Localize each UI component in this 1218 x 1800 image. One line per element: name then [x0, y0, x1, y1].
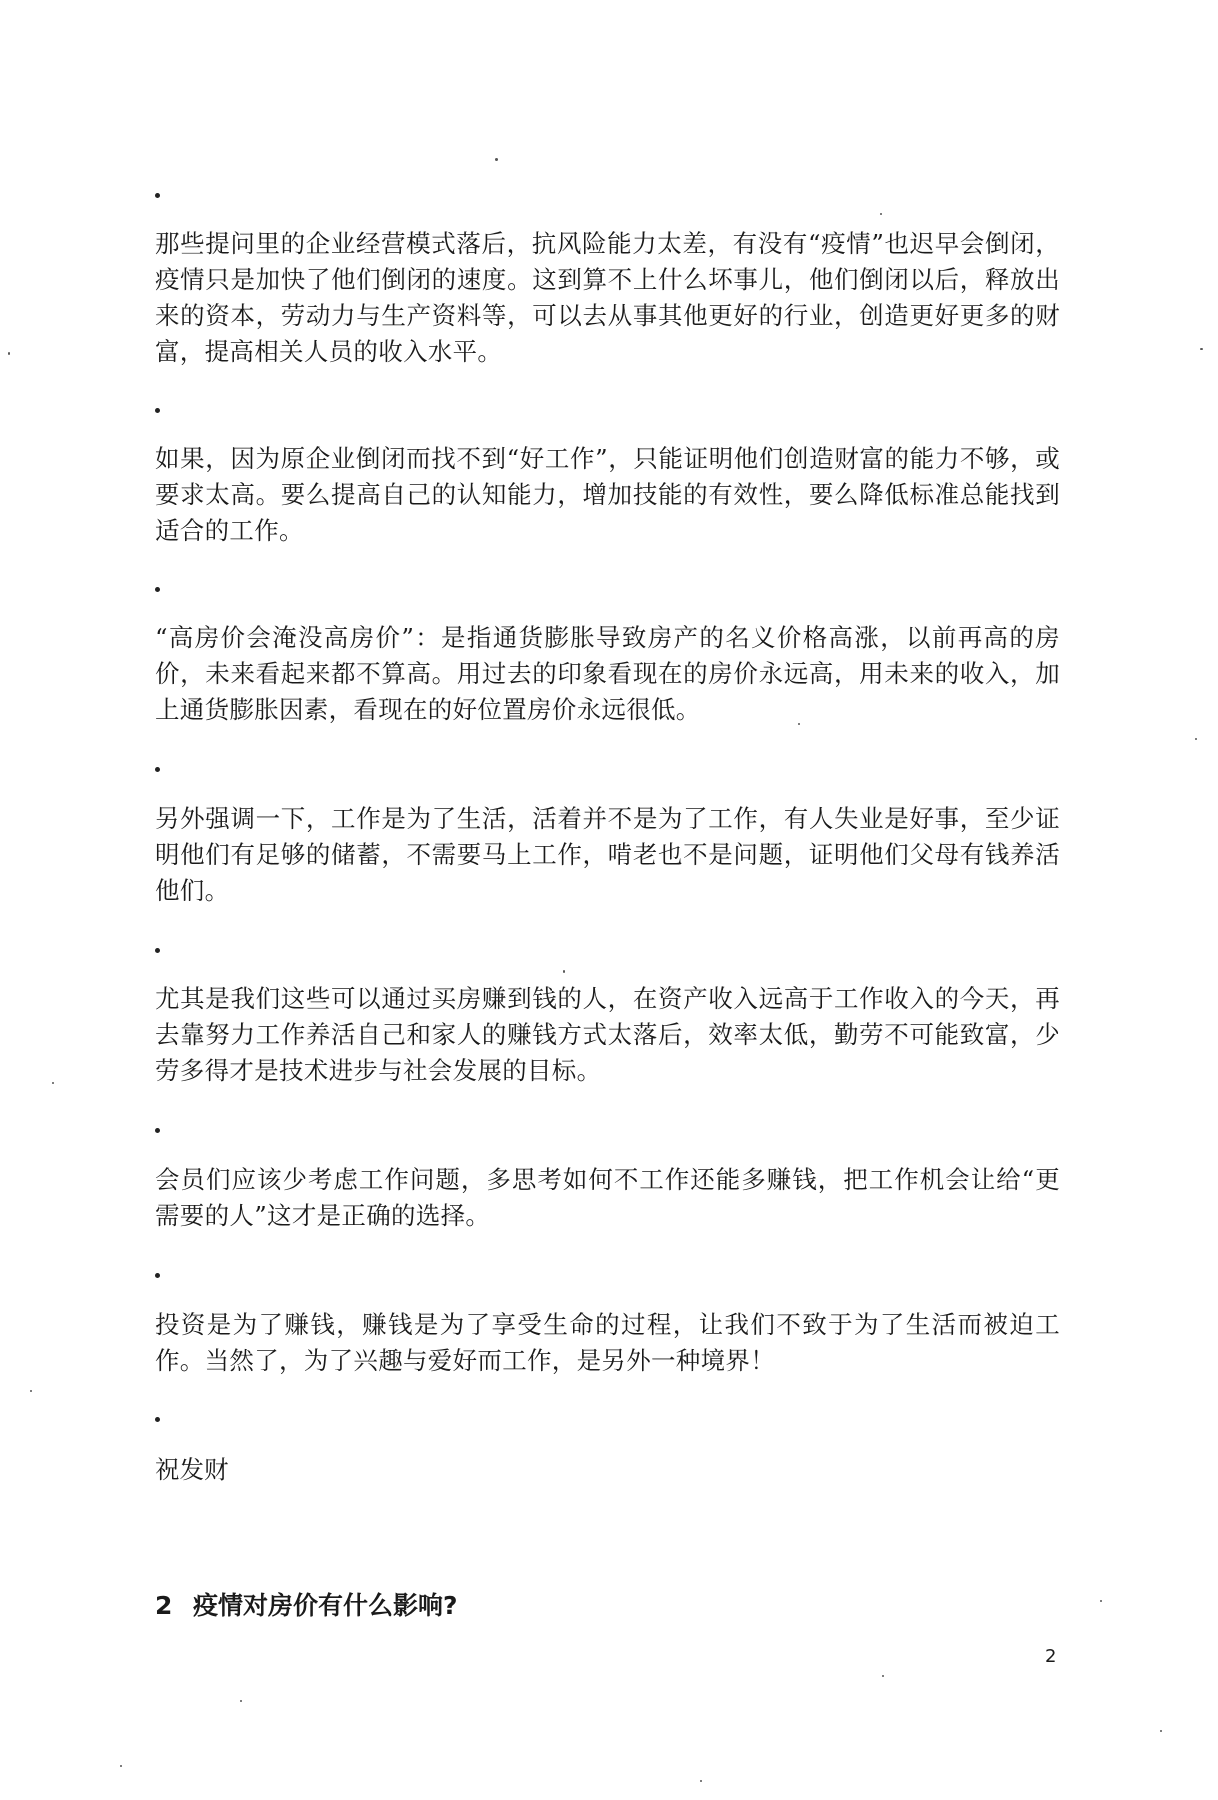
bullet-dot [155, 767, 160, 772]
scan-speck [1100, 1600, 1102, 1602]
paragraph-7: 投资是为了赚钱，赚钱是为了享受生命的过程，让我们不致于为了生活而被迫工作。当然了，为了兴趣与爱好而工作，是另外一种境界！ [155, 1310, 1060, 1375]
paragraph-5: 尤其是我们这些可以通过买房赚到钱的人，在资产收入远高于工作收入的今天，再去靠努力工作养活自己和家人的赚钱方式太落后，效率太低，勤劳不可能致富，少劳多得才是技术进步与社会发展的目标。 [155, 984, 1060, 1085]
scan-speck [1195, 738, 1197, 740]
bullet-dot [155, 948, 160, 953]
signature: 祝发财 [155, 1455, 229, 1484]
scan-speck [563, 970, 565, 973]
scan-speck [495, 158, 498, 161]
scan-speck [30, 1390, 32, 1392]
scan-speck [120, 1765, 122, 1767]
scan-speck [240, 1700, 242, 1702]
bullet-dot [155, 1273, 160, 1278]
page-number: 2 [1045, 1646, 1057, 1667]
scan-speck [52, 1082, 54, 1084]
section-number: 2 [155, 1591, 173, 1620]
scan-speck [8, 352, 10, 355]
bullet-dot [155, 408, 160, 413]
section-heading [155, 1588, 458, 1624]
paragraph-1: 那些提问里的企业经营模式落后，抗风险能力太差，有没有“疫情”也迟早会倒闭，疫情只是加快了他们倒闭的速度。这到算不上什么坏事儿，他们倒闭以后，释放出来的资本，劳动力与生产资料等，可以去从事其他更好的行业，创造更好更多的财富，提高相关人员的收入水平。 [155, 229, 1060, 366]
section-title: 疫情对房价有什么影响? [193, 1591, 458, 1620]
scan-speck [798, 723, 800, 725]
paragraph-2: 如果，因为原企业倒闭而找不到“好工作”，只能证明他们创造财富的能力不够，或要求太高。要么提高自己的认知能力，增加技能的有效性，要么降低标准总能找到适合的工作。 [155, 444, 1060, 545]
paragraph-3: “高房价会淹没高房价”：是指通货膨胀导致房产的名义价格高涨，以前再高的房价，未来看起来都不算高。用过去的印象看现在的房价永远高，用未来的收入，加上通货膨胀因素，看现在的好位置房价永远很低。 [155, 623, 1060, 724]
bullet-dot [155, 1417, 160, 1422]
scan-speck [1160, 1730, 1162, 1732]
bullet-dot [155, 193, 160, 198]
paragraph-6: 会员们应该少考虑工作问题，多思考如何不工作还能多赚钱，把工作机会让给“更需要的人”这才是正确的选择。 [155, 1165, 1060, 1230]
paragraph-4: 另外强调一下，工作是为了生活，活着并不是为了工作，有人失业是好事，至少证明他们有足够的储蓄，不需要马上工作，啃老也不是问题，证明他们父母有钱养活他们。 [155, 804, 1060, 905]
scan-speck [700, 1780, 702, 1782]
bullet-dot [155, 1128, 160, 1133]
scan-speck [882, 1675, 884, 1677]
scan-speck [1200, 348, 1203, 350]
bullet-dot [155, 587, 160, 592]
scan-speck [880, 213, 882, 215]
